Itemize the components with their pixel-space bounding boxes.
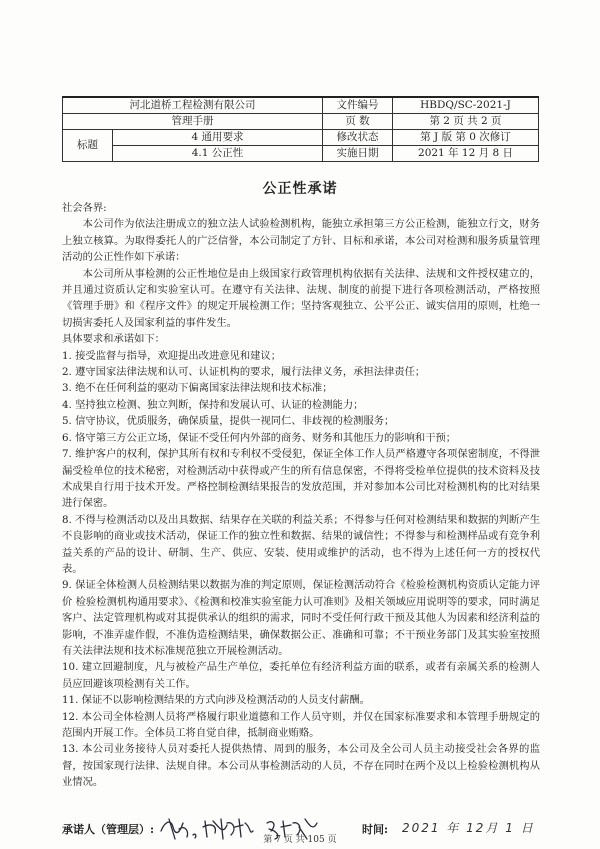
commitment-item: 1. 接受监督与指导，欢迎提出改进意见和建议； <box>62 349 282 362</box>
commitment-item: 12. 本公司全体检测人员将严格履行职业道德和工作人员守则，并仅在国家标准要求和本管理手册规定的范围内开展工作。全体员工将自觉自律，抵制商业贿赂。 <box>62 710 540 739</box>
basis-paragraph: 本公司所从事检测的公正性地位是由上级国家行政管理机构依据有关法律、法规和文件授权建立的，并且通过资质认定和实验室认可。在遵守有关法律、法规、制度的前提下进行各项检测活动，严格按照《管理手册》和《程序文件》的规定开展检测工作；坚持客观独立、公平公正、诚实信用的原则，杜绝一切损害委托人及国家利益的事件发生。 <box>62 267 540 329</box>
page-count: 第 2 页 共 2 页 <box>393 114 539 130</box>
label-title: 标题 <box>63 130 113 162</box>
commitment-item: 10. 建立回避制度，凡与被检产品生产单位，委托单位有经济利益方面的联系，或者有亲属关系的检测人员应回避该项检测有关工作。 <box>62 661 540 690</box>
commitment-item: 7. 维护客户的权利，保护其所有权和专利权不受侵犯，保证全体工作人员严格遵守各项保密制度，不得泄漏受检单位的技术秘密，对检测活动中获得或产生的所有信息保密，不得将受检单位提供的技术资料及技术成果自行用于技术开发。严格控制检测结果报告的发放范围，并对参加本公司比对检测机构的比对结果进行保密。 <box>62 448 540 510</box>
commitment-item: 5. 信守协议，优质服务，确保质量，提供一视同仁、非歧视的检测服务； <box>62 415 395 428</box>
commitment-item: 8. 不得与检测活动以及出具数据、结果存在关联的利益关系；不得参与任何对检测结果和数据的判断产生不良影响的商业或技术活动，保证工作的独立性和数据、结果的诚信性；不得参与和检测样品或有竞争利益关系的产品的设计、研制、生产、供应、安装、使用或维护的活动，也不得为上述任何一方的授权代表。 <box>62 513 540 575</box>
page-footer: 第 7 页 共 105 页 <box>263 835 337 845</box>
manual-name: 管理手册 <box>63 114 323 130</box>
commitment-item: 9. 保证全体检测人员检测结果以数据为准的判定原则，保证检测活动符合《检验检测机构资质认定能力评价 检验检测机构通用要求》、《检测和校准实验室能力认可准则》及相关领域应用说明等的要求，同时满足客户、法定管理机构或对其提供承认的组织的需求，同时不受任何行政干预及其他人为因素和经济利益的影响，不准弄虚作假，不准伪造检测结果，确保数据公正、准确和可靠；不干预业务部门及其实验室按照有关法律法规和技术标准规范独立开展检测活动。 <box>62 579 540 657</box>
signatory-label: 承诺人（管理层）: <box>62 823 155 836</box>
doc-number: HBDQ/SC-2021-J <box>393 97 539 114</box>
commitment-item: 6. 恪守第三方公正立场，保证不受任何内外部的商务、财务和其他压力的影响和干预； <box>62 431 457 444</box>
label-effective-date: 实施日期 <box>323 146 393 162</box>
commitment-item: 3. 绝不在任何利益的驱动下偏离国家法律法规和技术标准； <box>62 382 333 395</box>
salutation: 社会各界: <box>62 202 107 214</box>
document-title: 公正性承诺 <box>262 181 338 197</box>
label-revision: 修改状态 <box>323 130 393 146</box>
signing-date: 2021 年 12月 1 日 <box>402 821 535 835</box>
commitment-item: 11. 保证不以影响检测结果的方式向涉及检测活动的人员支付薪酬。 <box>62 694 370 707</box>
company-name: 河北道桥工程检测有限公司 <box>63 97 323 114</box>
requirements-heading: 具体要求和承诺如下： <box>62 333 165 346</box>
commitment-item: 4. 坚持独立检测、独立判断，保持和发展认可、认证的检测能力； <box>62 398 364 411</box>
time-label: 时间: <box>362 823 389 836</box>
intro-paragraph: 本公司作为依法注册成立的独立法人试验检测机构，能独立承担第三方公正检测，能独立行文，财务上独立核算。为取得委托人的广泛信誉，本公司制定了方针、目标和承诺，本公司对检测和服务质量管理活动的公正性作如下承诺： <box>62 218 540 264</box>
commitment-item: 13. 本公司业务接待人员对委托人提供热情、周到的服务，本公司及全公司人员主动接受社会各界的监督，按国家现行法律、法规自律。本公司从事检测活动的人员，不存在同时在两个及以上检验检测机构从业情况。 <box>62 743 540 789</box>
label-doc-number: 文件编号 <box>323 97 393 114</box>
document-header-table <box>62 96 539 162</box>
document-body <box>62 200 540 791</box>
section-title: 4 通用要求 <box>113 130 323 146</box>
revision-status: 第 J 版 第 0 次修订 <box>393 130 539 146</box>
subsection-title: 4.1 公正性 <box>113 146 323 162</box>
effective-date: 2021 年 12 月 8 日 <box>393 146 539 162</box>
label-page-count: 页 数 <box>323 114 393 130</box>
commitment-item: 2. 遵守国家法律法规和认可、认证机构的要求，履行法律义务，承担法律责任； <box>62 366 426 379</box>
